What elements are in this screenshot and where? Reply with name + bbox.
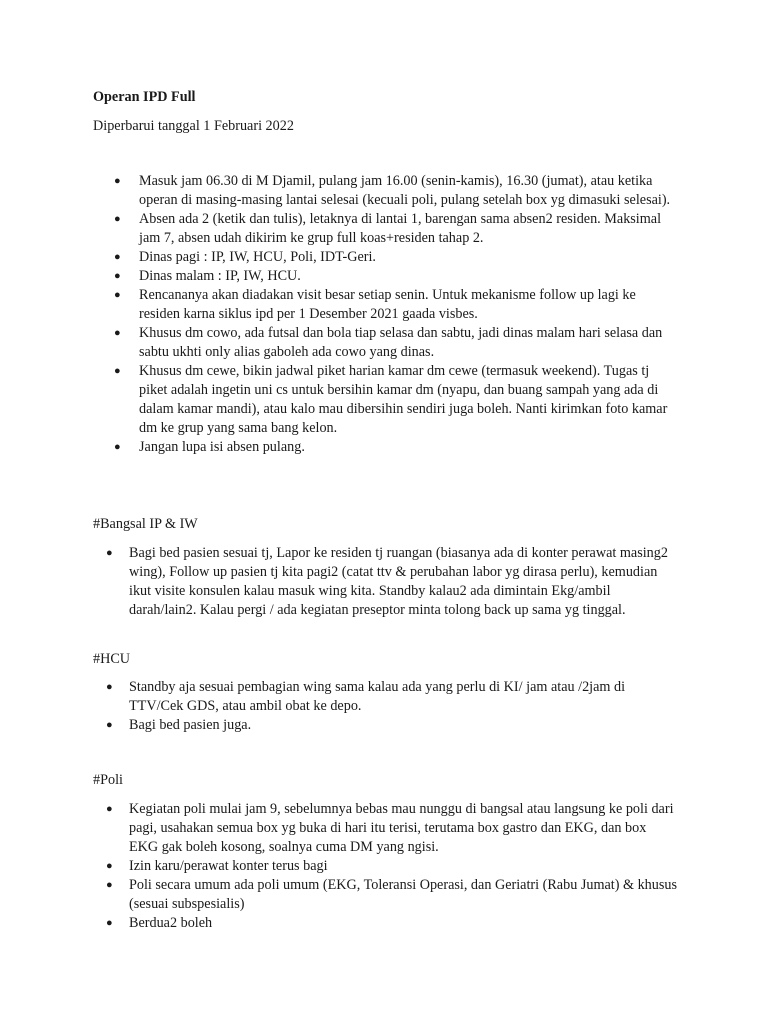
list-item bbox=[106, 544, 677, 620]
list-item-text: Khusus dm cowo, ada futsal dan bola tiap selasa dan sabtu, jadi dinas malam hari selasa dan sabtu ukhti only alias gaboleh ada cowo yang dinas. bbox=[139, 325, 663, 360]
bullet-icon: ● bbox=[114, 289, 121, 301]
bullet-icon: ● bbox=[114, 270, 121, 282]
bullet-icon: ● bbox=[106, 803, 113, 815]
list-item-text: Dinas malam : IP, IW, HCU. bbox=[139, 268, 301, 284]
section-heading-poli: #Poli bbox=[93, 772, 123, 788]
list-item bbox=[114, 286, 679, 324]
list-item-text: Rencananya akan diadakan visit besar setiap senin. Untuk mekanisme follow up lagi ke residen karna siklus ipd per 1 Desember 2021 gaada visbes. bbox=[139, 287, 636, 322]
bullet-icon: ● bbox=[114, 327, 121, 339]
list-item bbox=[106, 914, 677, 933]
list-item bbox=[114, 438, 679, 457]
list-item-text: Poli secara umum ada poli umum (EKG, Toleransi Operasi, dan Geriatri (Rabu Jumat) & khusus (sesuai subspesialis) bbox=[129, 877, 677, 912]
general-rules-list bbox=[114, 172, 679, 457]
bullet-icon: ● bbox=[106, 547, 113, 559]
bullet-icon: ● bbox=[114, 175, 121, 187]
list-item-text: Dinas pagi : IP, IW, HCU, Poli, IDT-Geri. bbox=[139, 249, 376, 265]
list-item bbox=[106, 876, 677, 914]
list-item bbox=[106, 800, 677, 857]
bangsal-list bbox=[106, 544, 677, 620]
document-title: Operan IPD Full bbox=[93, 89, 196, 105]
list-item bbox=[114, 172, 679, 210]
bullet-icon: ● bbox=[106, 879, 113, 891]
list-item bbox=[106, 716, 677, 735]
list-item bbox=[114, 248, 679, 267]
bullet-icon: ● bbox=[106, 860, 113, 872]
list-item-text: Masuk jam 06.30 di M Djamil, pulang jam 16.00 (senin-kamis), 16.30 (jumat), atau ketika operan di masing-masing lantai selesai (kecuali poli, pulang setelah box yg dimasuki selesai). bbox=[139, 173, 671, 208]
hcu-list bbox=[106, 678, 677, 735]
list-item bbox=[114, 267, 679, 286]
bullet-icon: ● bbox=[106, 681, 113, 693]
list-item-text: Kegiatan poli mulai jam 9, sebelumnya bebas mau nunggu di bangsal atau langsung ke poli dari pagi, usahakan semua box yg buka di hari itu terisi, terutama box gastro dan EKG, dan box EKG gak boleh kosong, soalnya cuma DM yang ngisi. bbox=[129, 801, 674, 855]
list-item-text: Bagi bed pasien juga. bbox=[129, 717, 252, 733]
list-item-text: Jangan lupa isi absen pulang. bbox=[139, 439, 305, 455]
section-heading-bangsal: #Bangsal IP & IW bbox=[93, 516, 198, 532]
list-item-text: Absen ada 2 (ketik dan tulis), letaknya di lantai 1, barengan sama absen2 residen. Maksimal jam 7, absen udah dikirim ke grup full koas+residen tahap 2. bbox=[139, 211, 662, 246]
list-item bbox=[114, 210, 679, 248]
list-item bbox=[106, 678, 677, 716]
bullet-icon: ● bbox=[106, 917, 113, 929]
list-item-text: Bagi bed pasien sesuai tj, Lapor ke residen tj ruangan (biasanya ada di konter perawat masing2 wing), Follow up pasien tj kita pagi2 (catat ttv & perubahan labor yg dirasa perlu), kemudian ikut visite konsulen kalau masuk wing kita. Standby kalau2 ada dimintain Ekg/ambil darah/lain2. Kalau pergi / ada kegiatan preseptor minta tolong back up sama yg tinggal. bbox=[129, 545, 668, 618]
section-heading-hcu: #HCU bbox=[93, 651, 131, 667]
list-item-text: Izin karu/perawat konter terus bagi bbox=[129, 858, 328, 874]
bullet-icon: ● bbox=[114, 365, 121, 377]
bullet-icon: ● bbox=[114, 213, 121, 225]
list-item-text: Khusus dm cewe, bikin jadwal piket harian kamar dm cewe (termasuk weekend). Tugas tj piket adalah ingetin uni cs untuk bersihin kamar dm (nyapu, dan buang sampah yang ada di dalam kamar mandi), atau kalo mau dibersihin sendiri juga boleh. Nanti kirimkan foto kamar dm ke grup yang sama bang kelon. bbox=[139, 363, 668, 436]
list-item-text: Standby aja sesuai pembagian wing sama kalau ada yang perlu di KI/ jam atau /2jam di TTV/Cek GDS, atau ambil obat ke depo. bbox=[129, 679, 626, 714]
list-item bbox=[106, 857, 677, 876]
bullet-icon: ● bbox=[114, 251, 121, 263]
list-item bbox=[114, 324, 679, 362]
document-subtitle: Diperbarui tanggal 1 Februari 2022 bbox=[93, 118, 294, 134]
list-item bbox=[114, 362, 679, 438]
list-item-text: Berdua2 boleh bbox=[129, 915, 213, 931]
bullet-icon: ● bbox=[114, 441, 121, 453]
poli-list bbox=[106, 800, 677, 933]
bullet-icon: ● bbox=[106, 719, 113, 731]
